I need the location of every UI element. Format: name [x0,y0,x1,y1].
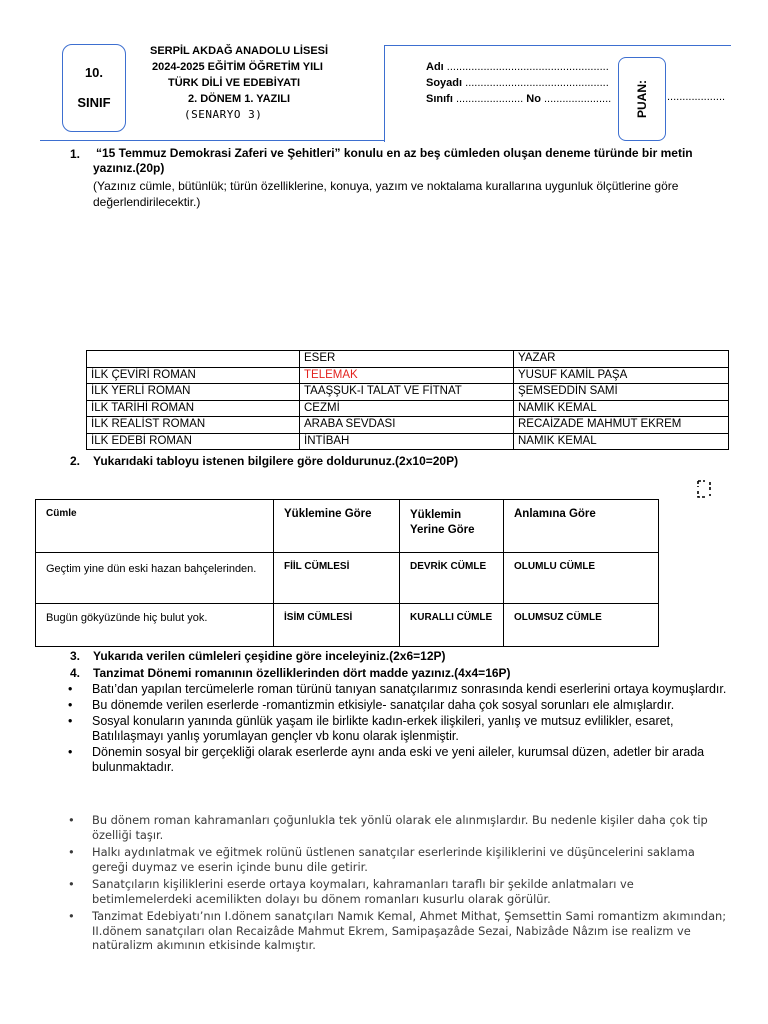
table-cell: İSİM CÜMLESİ [274,604,400,647]
table-header-cell: Anlamına Göre [504,500,659,553]
table-cell: DEVRİK CÜMLE [400,553,504,604]
table-header-cell [87,351,300,368]
academic-year: 2024-2025 EĞİTİM ÖĞRETİM YILI [152,61,323,73]
table-header-cell: Yüklemine Göre [274,500,400,553]
table-cell: NAMIK KEMAL [514,400,729,417]
table-row [87,384,729,401]
name-dots: ..................................................... [443,61,609,73]
table-header-cell: Cümle [36,500,274,553]
q4-label: Tanzimat Dönemi romanının özelliklerinden dört madde yazınız.(4x4=16P) [93,666,511,680]
table-header-row [36,500,659,553]
list-item: • Tanzimat Edebiyatı’nın I.dönem sanatçıları Namık Kemal, Ahmet Mithat, Şemsettin Sami romantizm akımından; II.dönem sanatçıları olan Recaizâde Mahmut Ekrem, Samipaşazâde Sezai, Nabizâde Nâzım ise realizm ve natüralizm akımının etkisinde kalmıştır. [68,909,733,953]
table-cell: İLK YERLİ ROMAN [87,384,300,401]
table-cell: OLUMLU CÜMLE [504,553,659,604]
table-cell: ŞEMSEDDİN SAMİ [514,384,729,401]
no-label: No [526,93,541,105]
table-cell: İLK ÇEVİRİ ROMAN [87,367,300,384]
table-cell: CEZMİ [300,400,514,417]
q2-label: Yukarıdaki tabloyu istenen bilgilere göre doldurunuz.(2x10=20P) [93,454,459,468]
q2-text [93,454,458,469]
header-divider [40,140,385,141]
course-name: TÜRK DİLİ VE EDEBİYATI [168,77,301,89]
table-cell-highlight: TELEMAK [300,367,514,384]
score-label: PUAN: [635,80,649,118]
class-field-label: Sınıfı [426,93,453,105]
table-row [87,417,729,434]
table-cell: NAMIK KEMAL [514,433,729,450]
table-header-cell: Yüklemin Yerine Göre [400,500,504,553]
q1-number: 1. [70,147,81,161]
list-item: • Bu dönem roman kahramanları çoğunlukla tek yönlü olarak ele alınmışlardır. Bu nedenle kişiler daha çok tip özelliği taşır. [68,813,733,842]
q1-text: “15 Temmuz Demokrasi Zaferi ve Şehitleri” konulu en az beş cümleden oluşan deneme türünde bir metin yazınız.(20p) [93,146,693,175]
school-header [150,43,350,123]
table-cell: YUSUF KAMİL PAŞA [514,367,729,384]
q3-text [93,649,446,664]
table-row [36,553,659,604]
score-dots: ................... [667,91,726,103]
table-cell: KURALLI CÜMLE [400,604,504,647]
table-cell: Bugün gökyüzünde hiç bulut yok. [36,604,274,647]
list-item: • Batı’dan yapılan tercümelerle roman türünü tanıyan sanatçılarımız sonrasında kendi eserlerini ortaya koymuşlardır. [68,682,733,697]
list-item: • Sosyal konuların yanında günlük yaşam ile birlikte kadın-erkek ilişkileri, yanlış ve mutsuz evlilikler, esaret, Batılılaşmayı yanlış yorumlayan gençler vb konu olarak işlenmiştir. [68,714,733,744]
answer-list-a [68,682,733,776]
sentence-table [35,499,659,647]
list-item: • Dönemin sosyal bir gerçekliği olarak eserlerde aynı anda eski ve yeni aileler, kurumsal düzen, adetler bir arada bulunmaktadır. [68,745,733,775]
exam-name: 2. DÖNEM 1. YAZILI [188,93,291,105]
class-dots: ...................... [452,93,527,105]
name-label: Adı [426,61,444,73]
table-row [36,604,659,647]
school-name: SERPİL AKDAĞ ANADOLU LİSESİ [150,45,329,57]
q3-number: 3. [70,649,81,663]
surname-dots: ............................................... [462,77,609,89]
name-row[interactable] [426,59,611,75]
list-item: • Sanatçıların kişiliklerini eserde ortaya koymaları, kahramanları taraflı bir şekilde anlatmaları ve betimlemelerdeki acemilikten dolayı bu dönem romanları kusurlu olarak görülür. [68,877,733,906]
q4-text [93,666,511,681]
table-cell: İLK REALİST ROMAN [87,417,300,434]
table-cell: İLK TARİHİ ROMAN [87,400,300,417]
bracket-icon [696,480,712,498]
class-label: SINIF [77,95,111,110]
table-cell: RECAİZADE MAHMUT EKREM [514,417,729,434]
list-item: • Halkı aydınlatmak ve eğitmek rolünü üstlenen sanatçılar eserlerinde kişiliklerini ve düşüncelerini saklama gereği duymaz ve eserin içinde bunu dile getirir. [68,845,733,874]
q4-number: 4. [70,666,81,680]
q1 [93,146,733,210]
surname-row[interactable] [426,75,611,91]
novel-table [86,350,729,450]
table-cell: TAAŞŞUK-I TALAT VE FİTNAT [300,384,514,401]
table-header-cell: ESER [300,351,514,368]
table-cell: ARABA SEVDASI [300,417,514,434]
scenario-label: (SENARYO 3) [184,108,263,121]
table-cell: İNTİBAH [300,433,514,450]
class-number: 10. [84,65,104,80]
table-cell: İLK EDEBİ ROMAN [87,433,300,450]
student-info [426,59,611,107]
class-row[interactable] [426,91,611,107]
table-row [87,433,729,450]
surname-label: Soyadı [426,77,463,89]
no-dots: ...................... [540,93,612,105]
table-cell: OLUMSUZ CÜMLE [504,604,659,647]
score-box [618,57,666,141]
table-cell: FİİL CÜMLESİ [274,553,400,604]
answer-list-b [68,813,733,956]
q2-number: 2. [70,454,81,468]
q1-note: (Yazınız cümle, bütünlük; türün özelliklerine, konuya, yazım ve noktalama kurallarına uygunluk ölçütlerine göre değerlendirilecektir.) [93,179,679,209]
table-header-row [87,351,729,368]
table-row [87,400,729,417]
list-item: • Bu dönemde verilen eserlerde -romantizmin etkisiyle- sanatçılar daha çok sosyal sorunları ele almışlardır. [68,698,733,713]
table-row [87,367,729,384]
class-box [62,44,126,132]
table-cell: Geçtim yine dün eski hazan bahçelerinden. [36,553,274,604]
q3-label: Yukarıda verilen cümleleri çeşidine göre inceleyiniz.(2x6=12P) [93,649,446,663]
table-header-cell: YAZAR [514,351,729,368]
